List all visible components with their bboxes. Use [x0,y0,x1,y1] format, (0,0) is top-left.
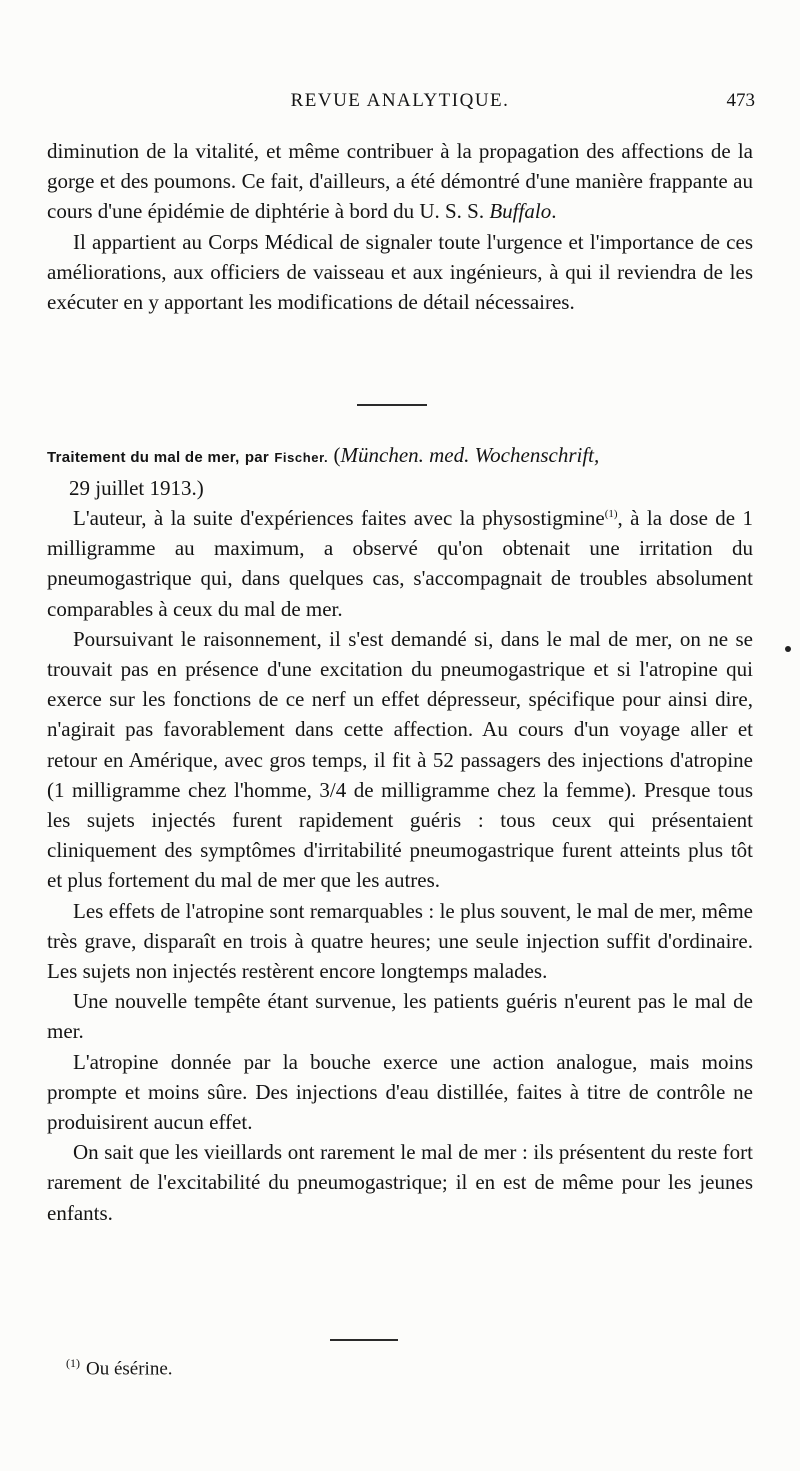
previous-article-ending [47,136,753,317]
section-divider [357,404,427,406]
article-date: 29 juillet 1913.) [69,476,204,500]
footnote-divider [330,1339,398,1341]
footnote-mark: (1) [66,1356,80,1370]
paragraph: On sait que les vieillards ont rarement le mal de mer : ils présentent du reste fort rarement de l'excitabilité du pneumogastrique; il en est de même pour les jeunes enfants. [47,1140,753,1225]
journal-name: München. med. Wochenschrift, [340,443,600,467]
footnote-reference[interactable]: (1) [604,508,618,520]
article-body [47,503,753,1228]
article-title: Traitement du mal de mer, [47,449,240,466]
journal-open: ( [333,443,341,467]
article-author: Fischer. [274,450,329,465]
running-title: REVUE ANALYTIQUE. [290,90,510,111]
article-heading [47,440,753,503]
paragraph-text: . [551,199,557,224]
footnote-text: Ou ésérine. [86,1358,173,1380]
footnote [66,1356,173,1380]
ship-name: Buffalo [489,199,552,224]
page-number: 473 [726,90,755,111]
ink-speck [785,646,791,652]
paragraph: Il appartient au Corps Médical de signaler toute l'urgence et l'importance de ces améliorations, aux officiers de vaisseau et aux ingénieurs, à qui il reviendra de les exécuter en y apportant les modifications de détail nécessaires. [47,229,753,315]
paragraph: Une nouvelle tempête étant survenue, les patients guéris n'eurent pas le mal de mer. [47,989,753,1044]
paragraph-text: L'auteur, à la suite d'expériences faites avec la physostigmine [73,506,605,530]
paragraph: L'atropine donnée par la bouche exerce une action analogue, mais moins prompte et moins sûre. Des injections d'eau distillée, faites à titre de contrôle ne produisirent aucun effet. [47,1049,753,1135]
running-head [45,88,755,118]
paragraph [47,136,753,227]
paragraph: Poursuivant le raisonnement, il s'est demandé si, dans le mal de mer, on ne se trouvait pas en présence d'une excitation du pneumogastrique et si l'atropine qui exerce sur les fonctions de ce nerf un effet dépresseur, spécifique pour ainsi dire, n'agirait pas favorablement dans cette affection. Au cours d'un voyage aller et retour en Amérique, avec gros temps, il fit à 52 passagers des injections d'atropine (1 milligramme chez l'homme, 3/4 de milligramme chez la femme). Presque tous les sujets injectés furent rapidement guéris : tous ceux qui présentaient cliniquement des symptômes d'irritabilité pneumogastrique furent atteints plus tôt et plus fortement du mal de mer que les autres. [47,626,753,893]
paragraph: Les effets de l'atropine sont remarquables : le plus souvent, le mal de mer, même très grave, disparaît en trois à quatre heures; une seule injection suffit d'ordinaire. Les sujets non injectés restèrent encore longtemps malades. [47,898,753,984]
article-by: par [244,449,270,466]
paragraph [47,503,753,624]
paragraph-text: , à la dose de 1 milligramme au maximum, a observé qu'on obtenait une irritation du pneumogastrique qui, dans quelques cas, s'accompagnait de troubles absolument comparables à ceux du mal de mer. [47,506,753,621]
article-heading-line [47,440,753,473]
paragraph-text: diminution de la vitalité, et même contribuer à la propagation des affections de la gorge et des poumons. Ce fait, d'ailleurs, a été démontré d'une manière frappante au cours d'une épidémie de diphtérie à bord du U. S. S. [47,139,753,224]
